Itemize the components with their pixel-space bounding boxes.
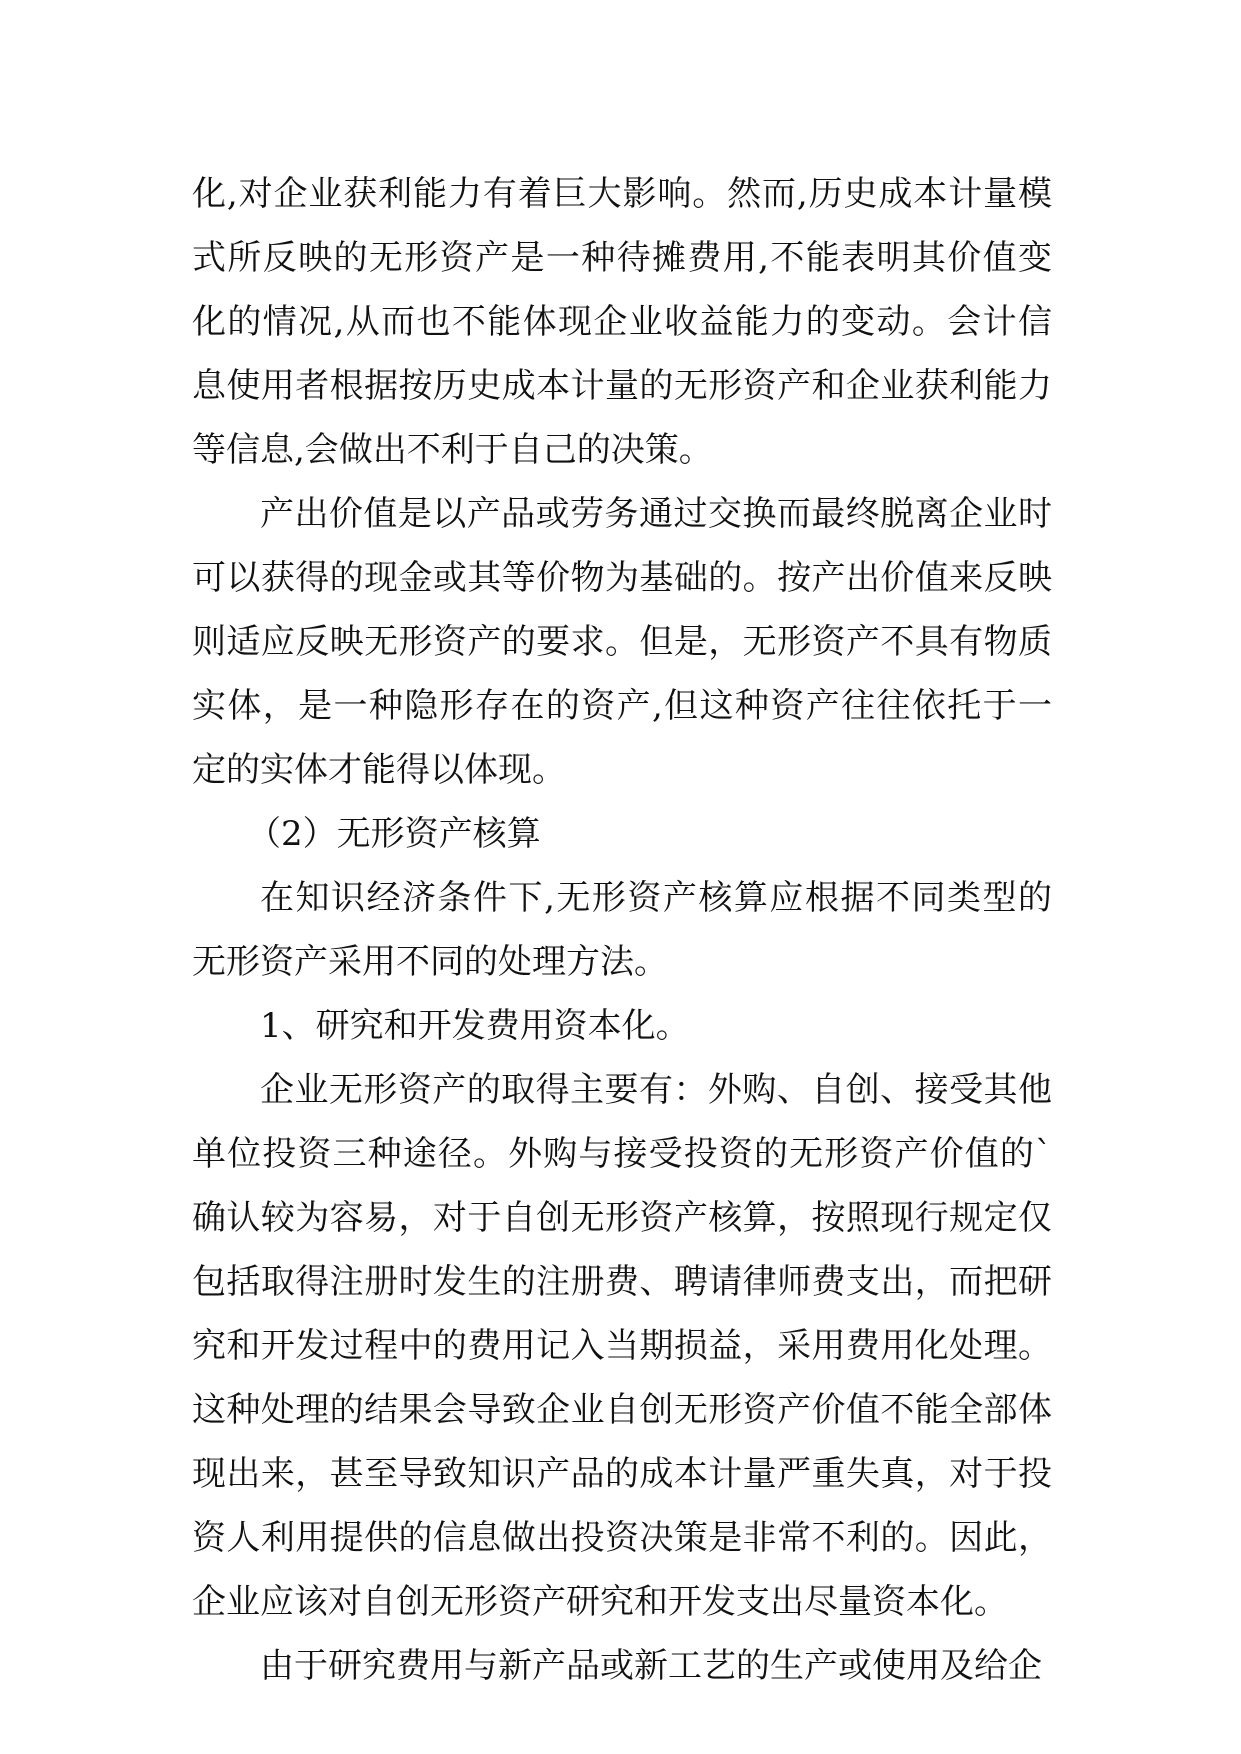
paragraph-2: 产出价值是以产品或劳务通过交换而最终脱离企业时可以获得的现金或其等价物为基础的。按产出价值来反映则适应反映无形资产的要求。但是，无形资产不具有物质实体，是一种隐形存在的资产,但这种资产往往依托于一定的实体才能得以体现。 <box>192 494 1052 790</box>
paragraph-5: 企业无形资产的取得主要有：外购、自创、接受其他单位投资三种途径。外购与接受投资的无形资产价值的`确认较为容易，对于自创无形资产核算，按照现行规定仅包括取得注册时发生的注册费、聘请律师费支出，而把研究和开发过程中的费用记入当期损益，采用费用化处理。这种处理的结果会导致企业自创无形资产价值不能全部体现出来，甚至导致知识产品的成本计量严重失真，对于投资人利用提供的信息做出投资决策是非常不利的。因此，企业应该对自创无形资产研究和开发支出尽量资本化。 <box>192 1070 1052 1622</box>
paragraph-6: 由于研究费用与新产品或新工艺的生产或使用及给企 <box>260 1646 1042 1686</box>
document-body <box>192 162 1052 1698</box>
paragraph-3: 在知识经济条件下,无形资产核算应根据不同类型的无形资产采用不同的处理方法。 <box>192 878 1052 982</box>
section-heading: （2）无形资产核算 <box>247 814 541 854</box>
paragraph-4: 1、研究和开发费用资本化。 <box>260 1006 690 1046</box>
paragraph-1: 化,对企业获利能力有着巨大影响。然而,历史成本计量模式所反映的无形资产是一种待摊费用,不能表明其价值变化的情况,从而也不能体现企业收益能力的变动。会计信息使用者根据按历史成本计量的无形资产和企业获利能力等信息,会做出不利于自己的决策。 <box>192 174 1052 470</box>
